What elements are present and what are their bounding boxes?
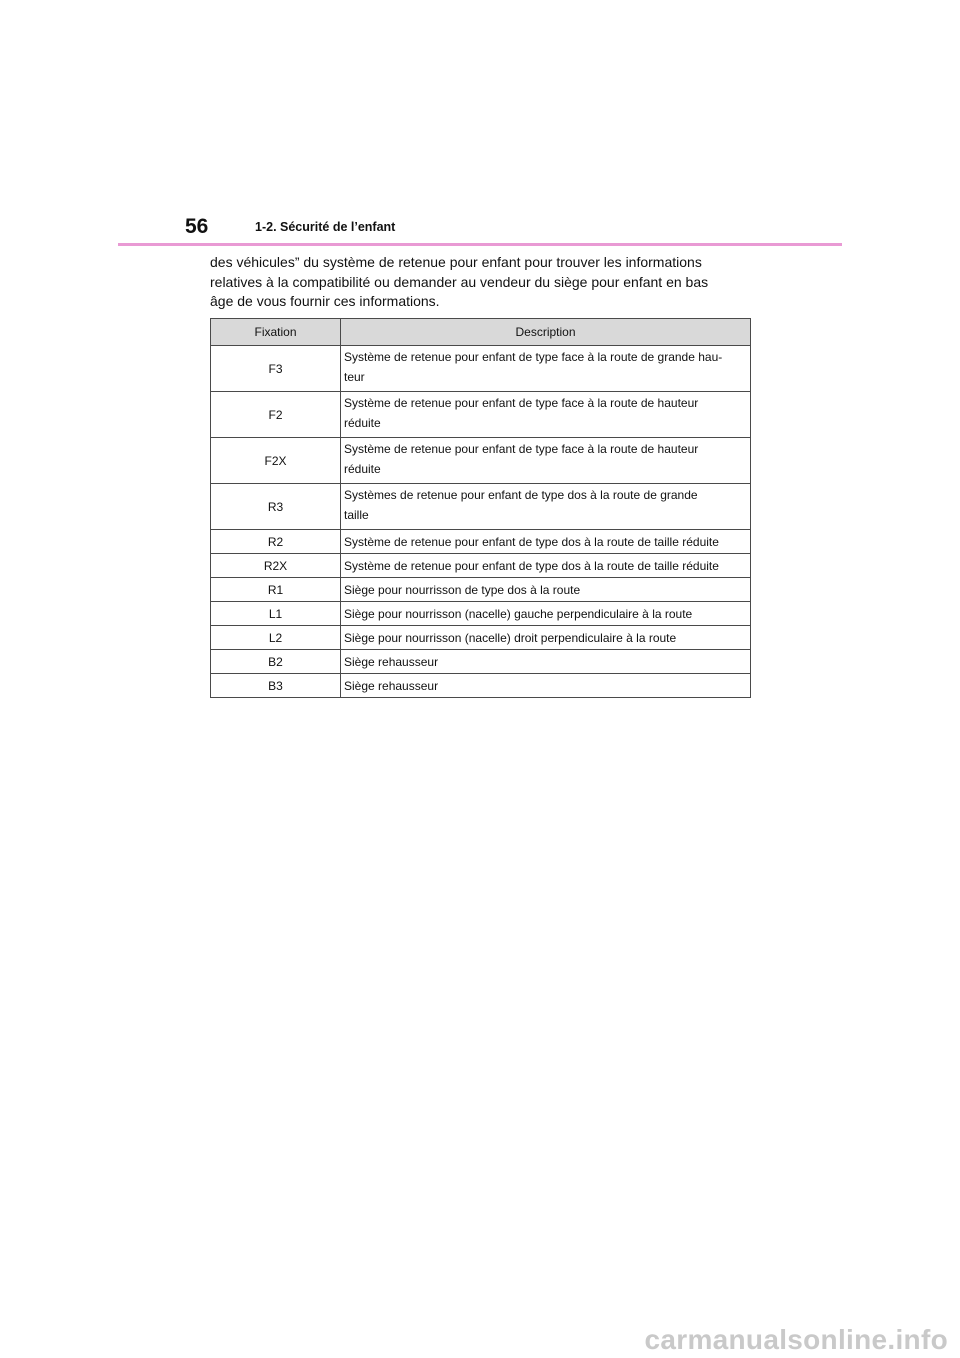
table-row (211, 484, 751, 530)
table-row (211, 530, 751, 554)
fixation-description: Siège rehausseur (341, 674, 751, 698)
description-line: réduite (344, 416, 381, 430)
table-row (211, 626, 751, 650)
page-number: 56 (185, 215, 209, 238)
header-rule (118, 243, 842, 246)
fixation-description (341, 346, 751, 392)
column-header-fixation: Fixation (211, 319, 341, 346)
fixation-code: R1 (211, 578, 341, 602)
description-line: teur (344, 370, 365, 384)
fixation-description: Système de retenue pour enfant de type dos à la route de taille réduite (341, 554, 751, 578)
watermark: carmanualsonline.info (644, 1324, 948, 1355)
table-row (211, 346, 751, 392)
fixation-code: L1 (211, 602, 341, 626)
description-line: Système de retenue pour enfant de type face à la route de hauteur (344, 442, 699, 456)
intro-line: âge de vous fournir ces informations. (210, 293, 440, 309)
fixation-description: Système de retenue pour enfant de type dos à la route de taille réduite (341, 530, 751, 554)
fixation-description: Siège pour nourrisson de type dos à la route (341, 578, 751, 602)
fixation-description: Siège pour nourrisson (nacelle) droit perpendiculaire à la route (341, 626, 751, 650)
fixation-description (341, 484, 751, 530)
table-row (211, 578, 751, 602)
table-row (211, 554, 751, 578)
description-line: Système de retenue pour enfant de type face à la route de hauteur (344, 396, 699, 410)
description-line: taille (344, 508, 369, 522)
table-row (211, 674, 751, 698)
description-line: Systèmes de retenue pour enfant de type dos à la route de grande (344, 488, 698, 502)
intro-line: des véhicules” du système de retenue pour enfant pour trouver les informations (210, 254, 702, 270)
fixation-description: Siège rehausseur (341, 650, 751, 674)
fixation-description (341, 438, 751, 484)
table-row (211, 438, 751, 484)
fixation-code: B2 (211, 650, 341, 674)
table-row (211, 392, 751, 438)
table-header-row (211, 319, 751, 346)
table-row (211, 602, 751, 626)
intro-paragraph (210, 253, 770, 312)
fixation-description: Siège pour nourrisson (nacelle) gauche perpendiculaire à la route (341, 602, 751, 626)
fixation-code: B3 (211, 674, 341, 698)
section-title: 1-2. Sécurité de l’enfant (255, 220, 396, 234)
intro-line: relatives à la compatibilité ou demander au vendeur du siège pour enfant en bas (210, 273, 709, 290)
column-header-description: Description (341, 319, 751, 346)
description-line: réduite (344, 462, 381, 476)
fixation-table (210, 318, 751, 698)
table-row (211, 650, 751, 674)
fixation-code: F2 (211, 392, 341, 438)
fixation-code: R2 (211, 530, 341, 554)
description-line: Système de retenue pour enfant de type face à la route de grande hau- (344, 350, 723, 364)
fixation-code: R3 (211, 484, 341, 530)
fixation-code: F3 (211, 346, 341, 392)
fixation-code: F2X (211, 438, 341, 484)
fixation-description (341, 392, 751, 438)
fixation-code: L2 (211, 626, 341, 650)
fixation-code: R2X (211, 554, 341, 578)
